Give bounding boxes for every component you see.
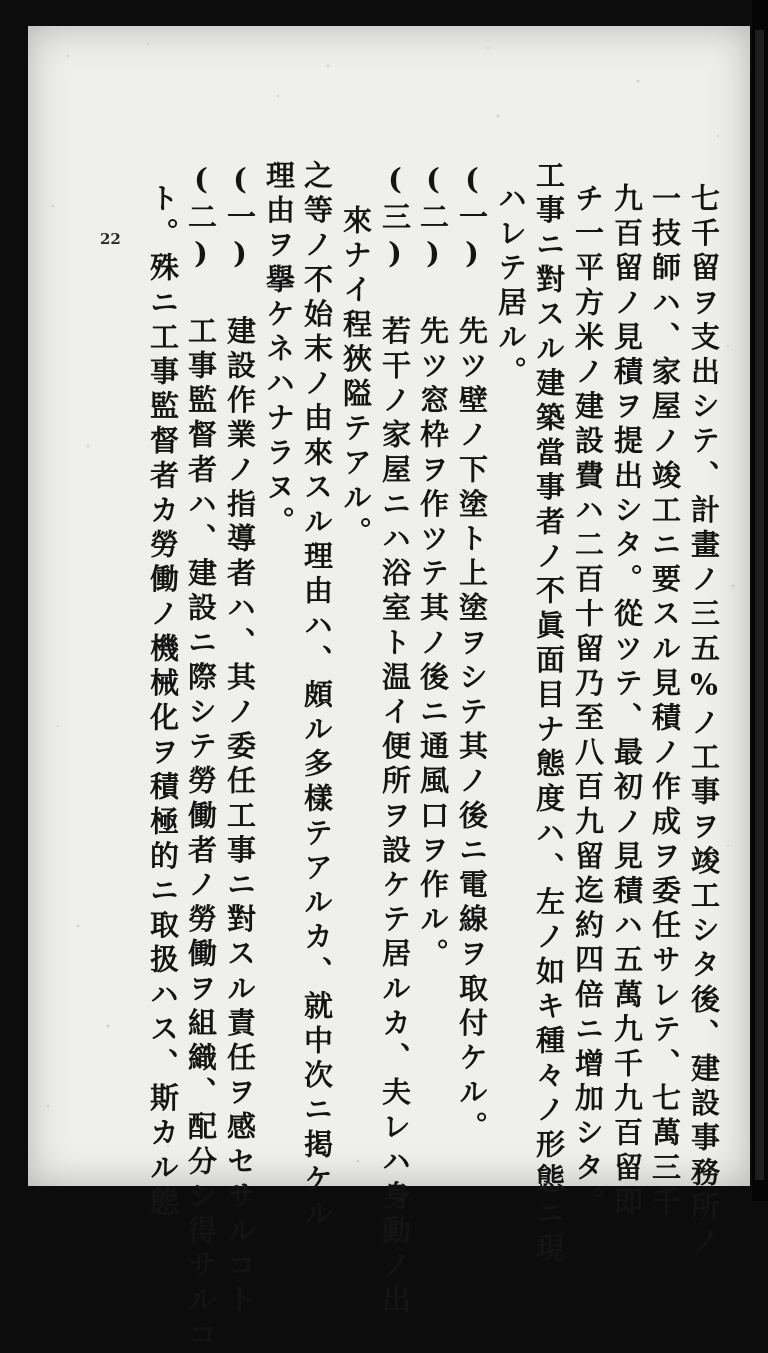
- text-column-9: (三) 若干ノ家屋ニハ浴室ト温イ便所ヲ設ケテ居ルカ、夫レハ身動ノ出: [378, 162, 412, 1319]
- text-column-14: (二) 工事監督者ハ、建設ニ際シテ勞働者ノ勞働ヲ組織、配分シ得サルコ: [184, 162, 218, 1353]
- binding-edge-inner: [755, 30, 764, 1180]
- text-column-15: ト。殊ニ工事監督者カ勞働ノ機械化ヲ積極的ニ取扱ハス、斯カル態: [146, 183, 180, 1221]
- text-column-3: 九百留ノ見積ヲ提出シタ。從ツテ、最初ノ見積ハ五萬九千九百留即: [610, 183, 644, 1221]
- text-column-8: (二) 先ツ窓枠ヲ作ツテ其ノ後ニ通風口ヲ作ル。: [416, 162, 450, 973]
- text-column-7: (一) 先ツ壁ノ下塗ト上塗ヲシテ其ノ後ニ電線ヲ取付ケル。: [455, 162, 489, 1146]
- text-column-2: 一技師ハ、家屋ノ竣工ニ要スル見積ノ作成ヲ委任サレテ、七萬三千: [648, 183, 682, 1221]
- text-column-12: 理由ヲ擧ケネハナラヌ。: [262, 160, 296, 541]
- text-column-11: 之等ノ不始末ノ由來スル理由ハ、頗ル多樣テアルカ、就中次ニ掲ケル: [300, 160, 334, 1233]
- text-column-10: 來ナイ程狹隘テアル。: [339, 205, 373, 551]
- text-column-1: 七千留ヲ支出シテ、計畫ノ三五%ノ工事ヲ竣工シタ後、建設事務所ノ: [687, 183, 721, 1261]
- page-number: 22: [100, 230, 121, 248]
- text-column-13: (一) 建設作業ノ指導者ハ、其ノ委任工事ニ對スル責任ヲ感セサルコト: [223, 162, 257, 1319]
- text-column-5: 工事ニ對スル建築當事者ノ不眞面目ナ態度ハ、左ノ如キ種々ノ形態ニ現: [532, 160, 566, 1268]
- text-column-6: ハレテ居ル。: [494, 183, 528, 391]
- text-column-4: チ一平方米ノ建設費ハ二百十留乃至八百九留迄約四倍ニ增加シタ。: [571, 183, 605, 1221]
